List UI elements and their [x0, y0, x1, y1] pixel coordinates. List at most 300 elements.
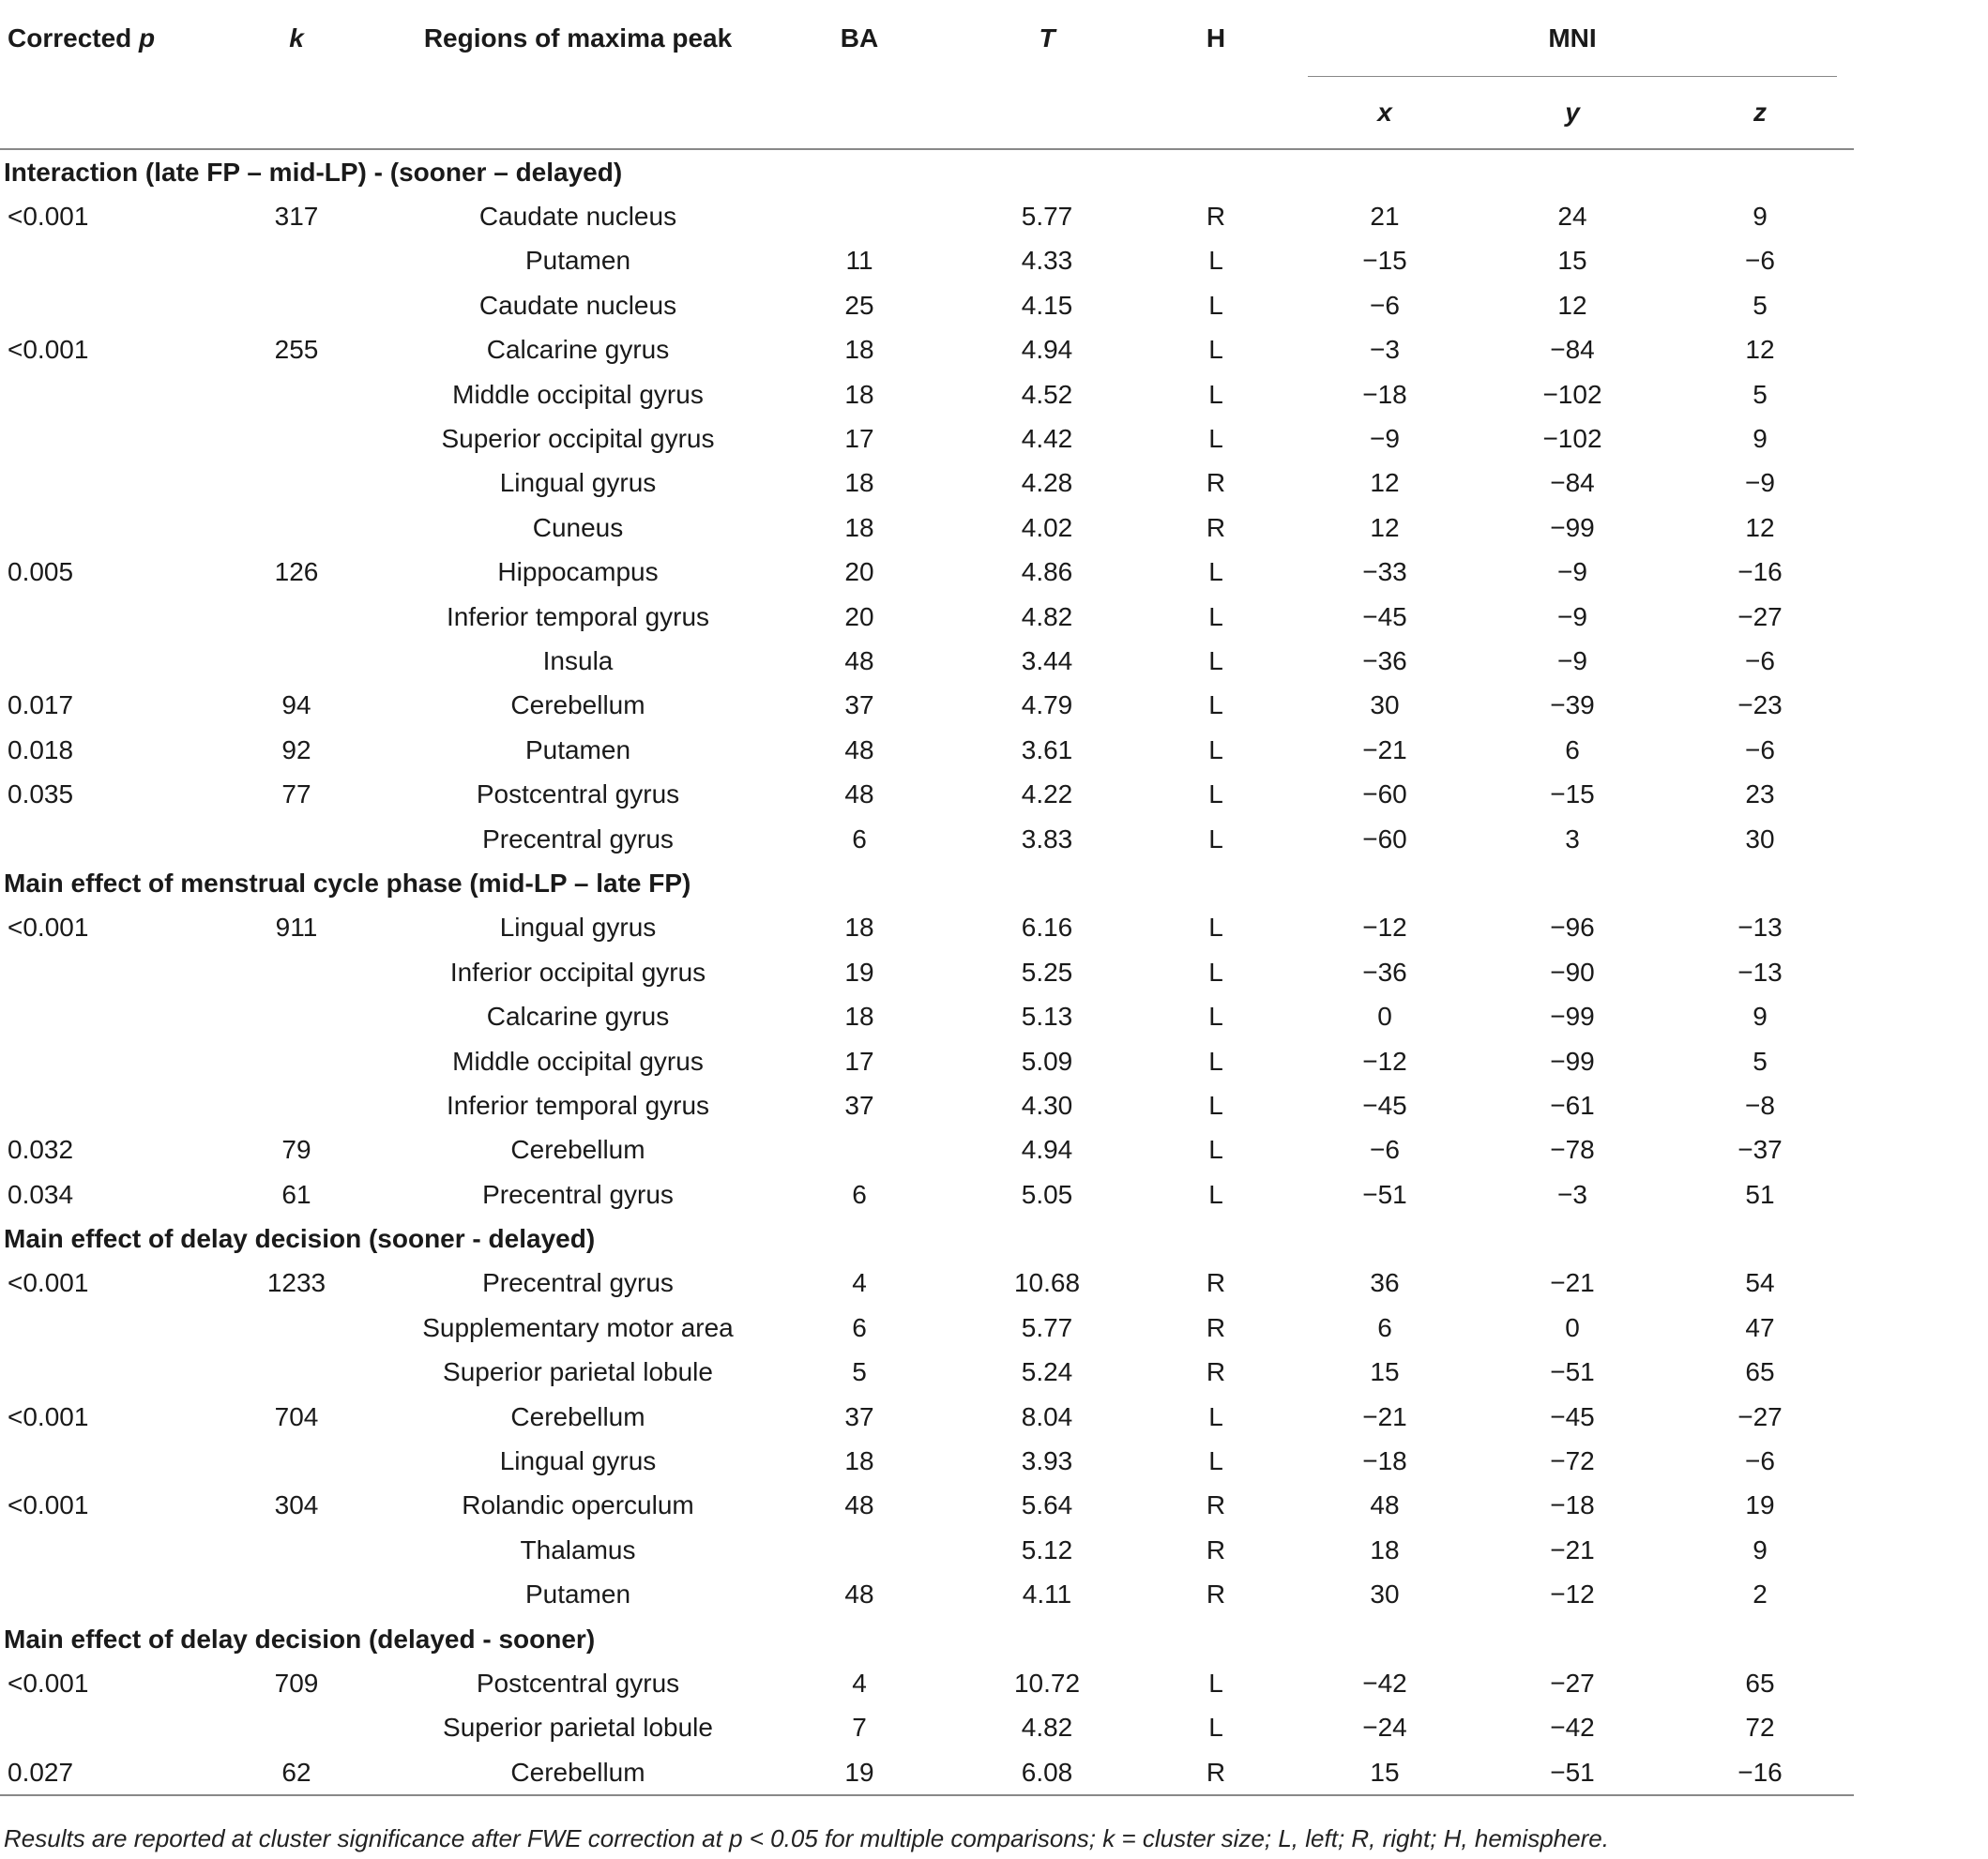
cell-k [203, 1573, 390, 1617]
table-footnote: Results are reported at cluster significance after FWE correction at p < 0.05 for multiple comparisons; k = cluster size; L, left; R, right; H, hemisphere. [4, 1824, 1609, 1852]
cell-t: 10.68 [1013, 1268, 1081, 1298]
cell-mni-y: −61 [1550, 1090, 1595, 1120]
cell-mni-x: −6 [1370, 290, 1400, 320]
cell-h: L [1208, 424, 1223, 454]
cell-k: 304 [274, 1490, 319, 1520]
cell-ba: 18 [844, 1446, 874, 1476]
cell-mni-x: 15 [1370, 1757, 1400, 1787]
table-row [0, 595, 1854, 639]
cell-region: Cerebellum [510, 1757, 645, 1787]
table-row [0, 994, 1854, 1038]
cell-h: L [1208, 1179, 1223, 1209]
cell-mni-z: −8 [1745, 1090, 1775, 1120]
cell-t: 10.72 [1013, 1668, 1081, 1698]
cell-mni-z: 65 [1745, 1668, 1775, 1698]
cell-mni-z: 12 [1745, 512, 1775, 542]
cell-h: L [1208, 779, 1223, 809]
cell-mni-x: 12 [1370, 512, 1400, 542]
table-row [0, 372, 1854, 416]
table-row [0, 283, 1854, 327]
table-row [0, 1306, 1854, 1350]
cell-region: Putamen [524, 1579, 631, 1610]
cell-t: 5.13 [1021, 1002, 1073, 1032]
cell-region: Thalamus [520, 1534, 636, 1564]
cell-ba: 18 [844, 512, 874, 542]
cell-corrected-p [0, 1306, 203, 1350]
cell-mni-y: −99 [1550, 1002, 1595, 1032]
header-corrected-p: Corrected p [8, 23, 156, 53]
cell-mni-x: −51 [1362, 1179, 1407, 1209]
cell-h: L [1208, 734, 1223, 764]
cell-k: 92 [281, 734, 311, 764]
cell-mni-x: 36 [1370, 1268, 1400, 1298]
cell-t: 4.02 [1021, 512, 1073, 542]
cell-mni-x: −15 [1362, 246, 1407, 276]
cell-t: 4.11 [1022, 1579, 1072, 1610]
cell-t: 4.52 [1021, 379, 1073, 409]
cell-h: L [1208, 645, 1223, 675]
cell-mni-y: −3 [1557, 1179, 1587, 1209]
cell-k: 79 [281, 1135, 311, 1165]
cell-region: Hippocampus [497, 557, 659, 587]
header-ba: BA [840, 23, 879, 53]
table-row [0, 506, 1854, 550]
cell-k: 77 [281, 779, 311, 809]
cell-k [203, 1351, 390, 1395]
mni-divider [1308, 76, 1837, 77]
table-row [0, 772, 1854, 816]
cell-region: Superior occipital gyrus [441, 424, 715, 454]
cell-mni-x: 0 [1377, 1002, 1392, 1032]
cell-t: 5.12 [1021, 1534, 1073, 1564]
cell-mni-x: −24 [1362, 1713, 1407, 1743]
cell-h: L [1208, 957, 1223, 987]
cell-k [203, 1706, 390, 1750]
cell-mni-x: 18 [1370, 1534, 1400, 1564]
cell-k: 255 [274, 335, 319, 365]
cell-region: Precentral gyrus [482, 1179, 674, 1209]
cell-corrected-p [0, 1351, 203, 1395]
cell-corrected-p: <0.001 [8, 913, 89, 943]
cell-corrected-p [0, 1039, 203, 1083]
cell-corrected-p: 0.017 [8, 690, 74, 720]
cell-k [203, 639, 390, 683]
cell-mni-x: −12 [1362, 1046, 1407, 1076]
table-row [0, 551, 1854, 595]
cell-ba: 48 [844, 1490, 874, 1520]
cell-t: 4.22 [1021, 779, 1073, 809]
cell-h: L [1208, 601, 1223, 631]
header-y: y [1479, 77, 1666, 149]
cell-k [203, 1083, 390, 1127]
cell-h: L [1208, 1401, 1223, 1431]
cell-mni-z: −27 [1738, 1401, 1783, 1431]
cell-corrected-p [0, 595, 203, 639]
cell-mni-x: 6 [1377, 1312, 1392, 1342]
cell-h: R [1206, 202, 1226, 232]
table-row [0, 239, 1854, 283]
cell-ba: 6 [852, 1312, 867, 1342]
section-header-row [0, 1217, 1854, 1261]
cell-mni-y: −9 [1557, 557, 1587, 587]
cell-region: Cerebellum [510, 1401, 645, 1431]
section-header-row [0, 149, 1854, 194]
cell-ba: 18 [844, 913, 874, 943]
cell-h: R [1206, 1268, 1226, 1298]
cell-k [203, 506, 390, 550]
cell-ba: 11 [845, 246, 873, 276]
cell-corrected-p [0, 416, 203, 461]
cell-mni-z: 9 [1753, 1534, 1768, 1564]
cell-h: L [1208, 335, 1223, 365]
cell-mni-z: −13 [1738, 957, 1783, 987]
cell-mni-x: −45 [1362, 1090, 1407, 1120]
cell-mni-z: 12 [1745, 335, 1775, 365]
cell-mni-z: 9 [1753, 1002, 1768, 1032]
cell-h: L [1208, 1135, 1223, 1165]
cell-k [203, 1528, 390, 1572]
table-row [0, 1395, 1854, 1439]
cell-k [203, 416, 390, 461]
cell-mni-y: −42 [1550, 1713, 1595, 1743]
cell-mni-x: −33 [1362, 557, 1407, 587]
cell-region: Putamen [524, 246, 631, 276]
cell-ba: 20 [844, 601, 874, 631]
cell-t: 5.24 [1021, 1357, 1073, 1387]
cell-h: R [1206, 1490, 1226, 1520]
cell-corrected-p [0, 817, 203, 861]
cell-mni-x: −45 [1362, 601, 1407, 631]
cell-mni-y: −45 [1550, 1401, 1595, 1431]
cell-k: 911 [275, 913, 318, 943]
cell-t: 4.28 [1021, 468, 1073, 498]
cell-corrected-p [0, 239, 203, 283]
cell-mni-x: −36 [1362, 645, 1407, 675]
cell-mni-x: −6 [1370, 1135, 1400, 1165]
cell-corrected-p: <0.001 [8, 1268, 89, 1298]
cell-h: R [1206, 1579, 1226, 1610]
cell-k [203, 950, 390, 994]
cell-mni-x: −42 [1362, 1668, 1407, 1698]
cell-mni-z: 30 [1745, 824, 1775, 854]
table-row [0, 1750, 1854, 1795]
table-row [0, 728, 1854, 772]
cell-ba: 4 [852, 1668, 867, 1698]
cell-mni-y: −12 [1550, 1579, 1595, 1610]
cell-h: L [1208, 1090, 1223, 1120]
cell-region: Inferior occipital gyrus [449, 957, 706, 987]
cell-mni-x: −36 [1362, 957, 1407, 987]
cell-h: L [1208, 1002, 1223, 1032]
table-row [0, 906, 1854, 950]
cell-mni-z: 2 [1753, 1579, 1768, 1610]
cell-region: Superior parietal lobule [443, 1713, 713, 1743]
cell-ba: 5 [852, 1357, 867, 1387]
cell-mni-x: −60 [1362, 824, 1407, 854]
cell-k [203, 461, 390, 506]
cell-ba: 37 [844, 1090, 874, 1120]
cell-corrected-p [0, 1573, 203, 1617]
cell-region: Postcentral gyrus [476, 779, 680, 809]
cell-region: Caudate nucleus [478, 202, 677, 232]
cell-ba [766, 1128, 953, 1172]
table-row [0, 1439, 1854, 1483]
cell-mni-x: −18 [1362, 379, 1407, 409]
cell-mni-z: −16 [1738, 1757, 1783, 1787]
cell-mni-x: 48 [1370, 1490, 1400, 1520]
cell-mni-z: 9 [1753, 424, 1768, 454]
cell-ba: 18 [844, 335, 874, 365]
cell-h: L [1208, 379, 1223, 409]
cell-t: 4.79 [1021, 690, 1073, 720]
cell-mni-z: 5 [1753, 290, 1768, 320]
cell-ba: 48 [844, 779, 874, 809]
cell-region: Superior parietal lobule [443, 1357, 713, 1387]
cell-mni-y: −99 [1550, 1046, 1595, 1076]
cell-mni-z: −6 [1745, 246, 1775, 276]
cell-ba [766, 1528, 953, 1572]
cell-t: 4.15 [1021, 290, 1073, 320]
cell-h: L [1208, 557, 1223, 587]
section-header-row [0, 1617, 1854, 1661]
cell-k [203, 1039, 390, 1083]
cell-h: L [1208, 246, 1223, 276]
cell-mni-y: −51 [1550, 1357, 1595, 1387]
cell-mni-y: 15 [1557, 246, 1587, 276]
cell-h: L [1208, 1446, 1223, 1476]
cell-mni-y: −72 [1550, 1446, 1595, 1476]
cell-mni-x: −12 [1362, 913, 1407, 943]
cell-k: 1233 [266, 1268, 326, 1298]
cell-k: 62 [281, 1757, 311, 1787]
cell-h: L [1208, 1713, 1223, 1743]
cell-mni-y: −39 [1550, 690, 1595, 720]
cell-k [203, 372, 390, 416]
cell-corrected-p: <0.001 [8, 1401, 89, 1431]
cell-mni-y: −102 [1542, 424, 1602, 454]
cell-mni-z: −16 [1738, 557, 1783, 587]
table-row [0, 817, 1854, 861]
cell-t: 5.05 [1021, 1179, 1073, 1209]
cell-ba: 6 [852, 1179, 867, 1209]
cell-k: 317 [274, 202, 319, 232]
cell-k [203, 239, 390, 283]
cell-k: 94 [281, 690, 311, 720]
cell-t: 5.77 [1021, 202, 1073, 232]
cell-ba: 18 [844, 1002, 874, 1032]
cell-mni-z: 54 [1745, 1268, 1775, 1298]
cell-mni-z: 72 [1745, 1713, 1775, 1743]
cell-h: R [1206, 1757, 1226, 1787]
cell-mni-y: −18 [1550, 1490, 1595, 1520]
table-row [0, 328, 1854, 372]
table-row [0, 1573, 1854, 1617]
cell-h: L [1208, 290, 1223, 320]
cell-corrected-p: 0.018 [8, 734, 74, 764]
cell-t: 3.44 [1021, 645, 1073, 675]
cell-mni-y: −84 [1550, 468, 1595, 498]
header-mni [1291, 0, 1854, 77]
cell-t: 4.86 [1021, 557, 1073, 587]
cell-region: Inferior temporal gyrus [446, 601, 710, 631]
cell-t: 4.82 [1021, 601, 1073, 631]
cell-k: 126 [274, 557, 319, 587]
cell-k [203, 283, 390, 327]
cell-mni-z: −23 [1738, 690, 1783, 720]
table-header [0, 0, 1854, 149]
cell-mni-z: 51 [1745, 1179, 1775, 1209]
cell-t: 4.33 [1021, 246, 1073, 276]
cell-corrected-p: 0.005 [8, 557, 74, 587]
cell-h: R [1206, 512, 1226, 542]
cell-mni-y: −27 [1550, 1668, 1595, 1698]
cell-mni-x: −18 [1362, 1446, 1407, 1476]
cell-corrected-p [0, 994, 203, 1038]
cell-mni-x: 30 [1370, 690, 1400, 720]
cell-corrected-p [0, 950, 203, 994]
cell-ba: 17 [844, 1046, 874, 1076]
cell-mni-y: −15 [1550, 779, 1595, 809]
cell-k: 61 [281, 1179, 311, 1209]
cell-k [203, 1439, 390, 1483]
cell-ba: 17 [844, 424, 874, 454]
table-bottom-rule [0, 1795, 1854, 1796]
table-body [0, 149, 1854, 1796]
cell-ba: 37 [844, 1401, 874, 1431]
header-x: x [1291, 77, 1479, 149]
header-t: T [1039, 23, 1055, 53]
cell-region: Cerebellum [510, 1135, 645, 1165]
cell-k: 704 [274, 1401, 319, 1431]
table-row [0, 1039, 1854, 1083]
cell-region: Inferior temporal gyrus [446, 1090, 710, 1120]
table-row [0, 639, 1854, 683]
cell-k [203, 994, 390, 1038]
cell-ba: 20 [844, 557, 874, 587]
cell-ba: 4 [852, 1268, 867, 1298]
table-row [0, 1083, 1854, 1127]
section-title: Main effect of delay decision (delayed - sooner) [4, 1624, 596, 1654]
section-title: Main effect of menstrual cycle phase (mid-LP – late FP) [4, 868, 691, 898]
table-row [0, 1528, 1854, 1572]
cell-corrected-p: 0.027 [8, 1757, 74, 1787]
cell-corrected-p [0, 372, 203, 416]
cell-region: Supplementary motor area [422, 1312, 734, 1342]
cell-t: 5.77 [1021, 1312, 1073, 1342]
cell-mni-y: −9 [1557, 645, 1587, 675]
cell-corrected-p [0, 1706, 203, 1750]
cell-mni-z: 47 [1745, 1312, 1775, 1342]
cell-t: 3.83 [1021, 824, 1073, 854]
cell-t: 4.30 [1021, 1090, 1073, 1120]
cell-ba: 19 [844, 957, 874, 987]
cell-region: Postcentral gyrus [476, 1668, 680, 1698]
cell-region: Lingual gyrus [499, 913, 657, 943]
cell-corrected-p: <0.001 [8, 1490, 89, 1520]
table-row [0, 1262, 1854, 1306]
cell-corrected-p [0, 283, 203, 327]
header-mni-label: MNI [1548, 23, 1597, 53]
cell-mni-x: 21 [1370, 202, 1400, 232]
cell-mni-y: −21 [1550, 1534, 1595, 1564]
cell-mni-y: −90 [1550, 957, 1595, 987]
table-row [0, 194, 1854, 238]
cell-mni-x: −60 [1362, 779, 1407, 809]
cell-mni-z: 19 [1745, 1490, 1775, 1520]
cell-t: 5.25 [1021, 957, 1073, 987]
cell-region: Insula [542, 645, 614, 675]
cell-corrected-p: <0.001 [8, 335, 89, 365]
cell-ba: 18 [844, 468, 874, 498]
cell-ba: 48 [844, 734, 874, 764]
table-row [0, 1484, 1854, 1528]
cell-h: R [1206, 1312, 1226, 1342]
cell-mni-z: −9 [1745, 468, 1775, 498]
cell-region: Middle occipital gyrus [452, 379, 704, 409]
section-title: Main effect of delay decision (sooner - delayed) [4, 1224, 596, 1254]
cell-mni-x: 12 [1370, 468, 1400, 498]
cell-corrected-p [0, 1083, 203, 1127]
cell-k [203, 817, 390, 861]
cell-region: Calcarine gyrus [486, 335, 670, 365]
header-region: Regions of maxima peak [423, 23, 733, 53]
cell-region: Lingual gyrus [499, 468, 657, 498]
cell-region: Lingual gyrus [499, 1446, 657, 1476]
cell-mni-x: −21 [1362, 1401, 1407, 1431]
cell-mni-z: 23 [1745, 779, 1775, 809]
cell-region: Precentral gyrus [482, 824, 674, 854]
cell-mni-x: −21 [1362, 734, 1407, 764]
cell-corrected-p: 0.032 [8, 1135, 74, 1165]
header-k: k [289, 23, 304, 53]
cell-corrected-p: 0.034 [8, 1179, 74, 1209]
cell-h: L [1208, 913, 1223, 943]
cell-region: Putamen [524, 734, 631, 764]
cell-h: L [1208, 690, 1223, 720]
cell-mni-x: 30 [1370, 1579, 1400, 1610]
header-z: z [1666, 77, 1854, 149]
cell-mni-y: 12 [1557, 290, 1587, 320]
cell-mni-y: 3 [1565, 824, 1580, 854]
cell-t: 5.64 [1021, 1490, 1073, 1520]
cell-t: 4.82 [1021, 1713, 1073, 1743]
cell-mni-z: −6 [1745, 1446, 1775, 1476]
cell-region: Cerebellum [510, 690, 645, 720]
cell-mni-y: −96 [1550, 913, 1595, 943]
cell-corrected-p [0, 506, 203, 550]
cell-t: 4.94 [1021, 335, 1073, 365]
table-row [0, 416, 1854, 461]
table-row [0, 950, 1854, 994]
cell-region: Rolandic operculum [462, 1490, 694, 1520]
cell-t: 4.94 [1021, 1135, 1073, 1165]
table-row [0, 1128, 1854, 1172]
cell-t: 4.42 [1021, 424, 1073, 454]
cell-ba: 25 [844, 290, 874, 320]
table-row [0, 1706, 1854, 1750]
cell-mni-z: −13 [1738, 913, 1783, 943]
cell-ba: 19 [844, 1757, 874, 1787]
cell-ba [766, 194, 953, 238]
cell-region: Middle occipital gyrus [452, 1046, 704, 1076]
cell-mni-y: −99 [1550, 512, 1595, 542]
cell-mni-y: −78 [1550, 1135, 1595, 1165]
cell-t: 6.08 [1021, 1757, 1073, 1787]
cell-mni-x: −9 [1370, 424, 1400, 454]
cell-mni-x: −3 [1370, 335, 1400, 365]
cell-ba: 7 [852, 1713, 867, 1743]
cell-k: 709 [274, 1668, 319, 1698]
